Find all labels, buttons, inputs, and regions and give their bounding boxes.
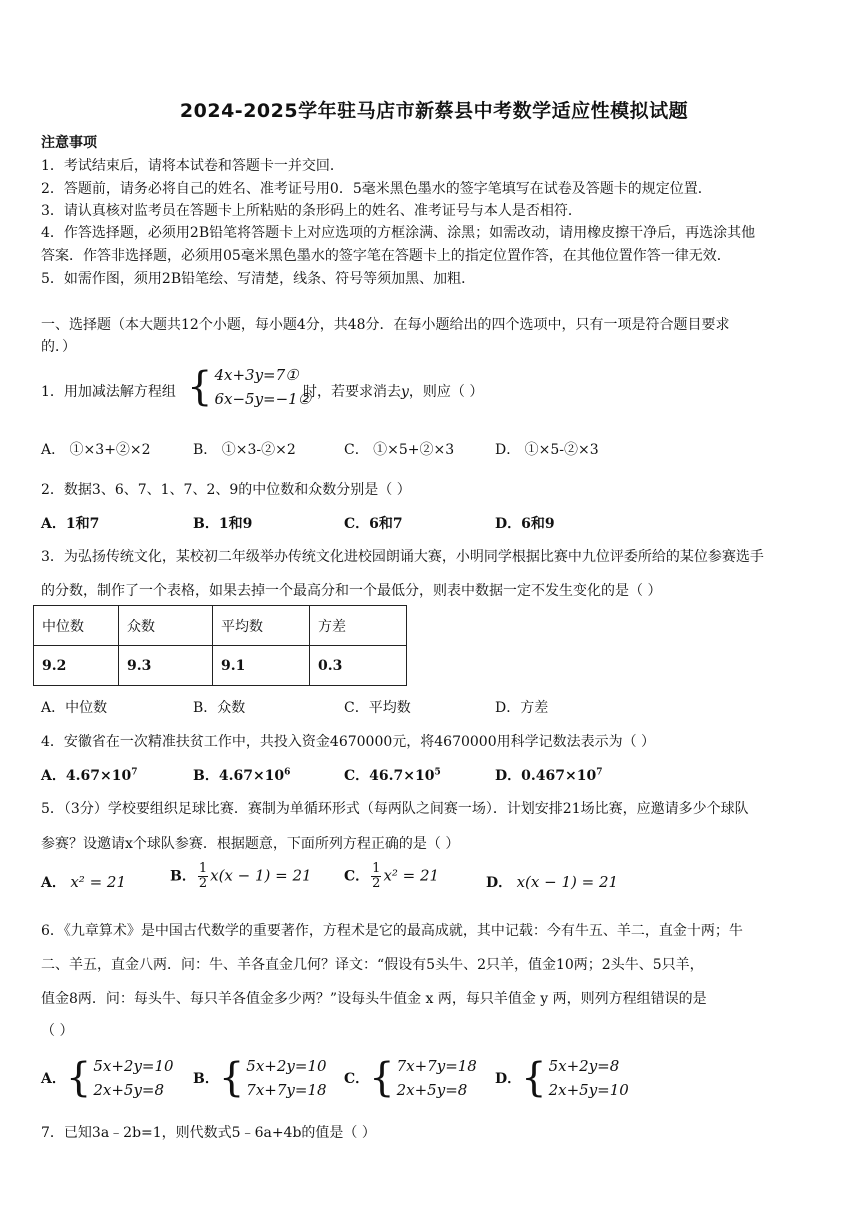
q5-stem: 5．（3分）学校要组织足球比赛．赛制为单循环形式（每两队之间赛一场）．计划安排21场比赛，应邀请多少个球队 — [41, 801, 749, 817]
q3-option-b[interactable]: B．众数 — [193, 700, 246, 716]
table-header-cell: 众数 — [119, 606, 213, 646]
fraction — [198, 862, 208, 891]
option-label: A． — [41, 768, 66, 784]
option-eq2: 7x+7y=18 — [246, 1081, 327, 1099]
table-row — [34, 646, 407, 686]
option-value: x(x − 1) = 21 — [516, 873, 619, 891]
q3-option-a[interactable]: A．中位数 — [41, 700, 108, 716]
q4-option-d[interactable] — [495, 765, 602, 785]
q6-stem-cont: 值金8两．问：每头牛、每只羊各值金多少两？”设每头牛值金 x 两，每只羊值金 y 两，则列方程组错误的是 — [41, 991, 707, 1007]
q6-option-b[interactable] — [193, 1054, 327, 1102]
notice-item: 3．请认真核对监考员在答题卡上所粘贴的条形码上的姓名、准考证号与本人是否相符． — [41, 203, 582, 219]
section-heading: 一、选择题（本大题共12个小题，每小题4分，共48分．在每小题给出的四个选项中，只有一项是符合题目要求 — [41, 317, 730, 333]
section-heading-cont: 的．） — [41, 339, 76, 355]
option-eq1: 7x+7y=18 — [396, 1057, 477, 1075]
option-exponent: 7 — [596, 767, 603, 778]
q1-eq1: 4x+3y=7① — [214, 366, 299, 384]
option-label: A． — [41, 1071, 66, 1087]
q5-option-c[interactable] — [344, 862, 439, 891]
option-value: x(x − 1) = 21 — [210, 866, 312, 885]
table-cell: 9.3 — [119, 646, 213, 686]
option-exponent: 6 — [284, 767, 291, 778]
notice-item: 2．答题前，请务必将自己的姓名、准考证号用0．5毫米黑色墨水的签字笔填写在试卷及答题卡的规定位置． — [41, 181, 712, 197]
q3-stats-table — [33, 605, 407, 686]
q2-option-a[interactable]: A．1和7 — [41, 516, 100, 532]
option-value: x² = 21 — [70, 873, 126, 891]
option-label: C． — [344, 1071, 370, 1087]
notice-item: 1．考试结束后，请将本试卷和答题卡一并交回． — [41, 158, 344, 174]
q4-option-b[interactable] — [193, 765, 290, 785]
fraction-numerator: 1 — [372, 861, 381, 876]
brace-icon: { — [218, 1055, 245, 1101]
q1-option-a[interactable]: A． ①×3+②×2 — [41, 442, 151, 458]
q1-prefix: 1．用加减法解方程组 — [41, 384, 176, 400]
option-eq2: 2x+5y=8 — [396, 1081, 468, 1099]
option-value: x² = 21 — [383, 866, 440, 885]
table-row — [34, 606, 407, 646]
fraction-numerator: 1 — [198, 861, 208, 876]
option-eq1: 5x+2y=8 — [548, 1057, 620, 1075]
option-value: 4.67×10 — [218, 768, 285, 784]
q2-option-b[interactable]: B．1和9 — [193, 516, 253, 532]
q1-equation-system — [187, 363, 311, 411]
table-cell: 0.3 — [310, 646, 407, 686]
notice-heading: 注意事项 — [41, 135, 97, 151]
brace-icon: { — [521, 1055, 547, 1101]
table-header-cell: 中位数 — [34, 606, 119, 646]
notice-item: 答案．作答非选择题，必须用05毫米黑色墨水的签字笔在答题卡上的指定位置作答，在其他位置作答一律无效． — [41, 248, 731, 264]
q3-stem-cont: 的分数，制作了一个表格，如果去掉一个最高分和一个最低分，则表中数据一定不发生变化的是（ ） — [41, 583, 662, 599]
q1-option-b[interactable]: B． ①×3-②×2 — [193, 442, 296, 458]
q3-option-d[interactable]: D．方差 — [495, 700, 549, 716]
fraction — [371, 862, 381, 891]
q1-option-c[interactable]: C． ①×5+②×3 — [344, 442, 455, 458]
q1-suffix-b: ，则应（ ） — [408, 384, 484, 400]
table-cell: 9.1 — [213, 646, 310, 686]
q3-option-c[interactable]: C．平均数 — [344, 700, 411, 716]
option-label: D． — [495, 1071, 522, 1087]
option-value: 0.467×10 — [521, 768, 597, 784]
q1-suffix — [303, 381, 483, 401]
option-eq1: 5x+2y=10 — [93, 1057, 174, 1075]
option-label: D． — [495, 768, 522, 784]
q6-option-c[interactable] — [344, 1054, 477, 1102]
fraction-denominator: 2 — [198, 876, 208, 891]
option-label: B． — [193, 1071, 219, 1087]
q5-stem-cont: 参赛？设邀请x个球队参赛．根据题意，下面所列方程正确的是（ ） — [41, 836, 460, 852]
option-value: 4.67×10 — [65, 768, 132, 784]
option-label: B． — [193, 768, 219, 784]
option-exponent: 5 — [434, 767, 441, 778]
q5-option-a[interactable] — [41, 872, 126, 892]
table-header-cell: 方差 — [310, 606, 407, 646]
q1-suffix-a: 时，若要求消去 — [303, 384, 401, 400]
q1-eq2: 6x−5y=−1② — [214, 390, 312, 408]
option-eq1: 5x+2y=10 — [246, 1057, 327, 1075]
q2-option-c[interactable]: C．6和7 — [344, 516, 403, 532]
option-eq2: 2x+5y=10 — [548, 1081, 629, 1099]
option-label: D． — [486, 875, 513, 891]
option-label: C． — [344, 768, 370, 784]
q6-option-d[interactable] — [495, 1054, 629, 1102]
q4-option-a[interactable] — [41, 765, 137, 785]
q3-stem: 3．为弘扬传统文化，某校初二年级举办传统文化进校园朗诵大赛，小明同学根据比赛中九位评委所给的某位参赛选手 — [41, 549, 764, 565]
option-label: A． — [41, 875, 66, 891]
q6-stem: 6．《九章算术》是中国古代数学的重要著作，方程术是它的最高成就，其中记载：今有牛五、羊二，直金十两；牛 — [41, 923, 743, 939]
q6-stem-cont: 二、羊五，直金八两．问：牛、羊各直金几何？译文：“假设有5头牛、2只羊，值金10两；2头牛、5只羊， — [41, 957, 704, 973]
q4-option-c[interactable] — [344, 765, 441, 785]
q5-option-d[interactable] — [486, 872, 618, 892]
q6-stem-cont: （ ） — [41, 1023, 74, 1039]
q2-option-d[interactable]: D．6和9 — [495, 516, 555, 532]
q1-option-d[interactable]: D． ①×5-②×3 — [495, 442, 599, 458]
option-eq2: 2x+5y=8 — [93, 1081, 165, 1099]
brace-icon: { — [187, 364, 213, 410]
option-exponent: 7 — [131, 767, 138, 778]
brace-icon: { — [369, 1055, 395, 1101]
table-header-cell: 平均数 — [213, 606, 310, 646]
q5-option-b[interactable] — [170, 862, 312, 891]
q1-var: y — [401, 384, 409, 400]
option-label: B． — [170, 868, 196, 885]
q6-option-a[interactable] — [41, 1054, 174, 1102]
q7-stem: 7．已知3a﹣2b=1，则代数式5﹣6a+4b的值是（ ） — [41, 1125, 376, 1141]
fraction-denominator: 2 — [372, 876, 381, 891]
option-value: 46.7×10 — [369, 768, 435, 784]
option-label: C． — [344, 868, 370, 885]
brace-icon: { — [65, 1055, 92, 1101]
notice-item: 5．如需作图，须用2B铅笔绘、写清楚，线条、符号等须加黑、加粗． — [41, 271, 476, 287]
notice-item: 4．作答选择题，必须用2B铅笔将答题卡上对应选项的方框涂满、涂黑；如需改动，请用橡皮擦干净后，再选涂其他 — [41, 225, 756, 241]
q4-stem: 4．安徽省在一次精准扶贫工作中，共投入资金4670000元，将4670000用科学记数法表示为（ ） — [41, 734, 656, 750]
exam-title: 2024-2025学年驻马店市新蔡县中考数学适应性模拟试题 — [179, 100, 689, 122]
table-cell: 9.2 — [34, 646, 119, 686]
q2-stem: 2．数据3、6、7、1、7、2、9的中位数和众数分别是（ ） — [41, 482, 411, 498]
